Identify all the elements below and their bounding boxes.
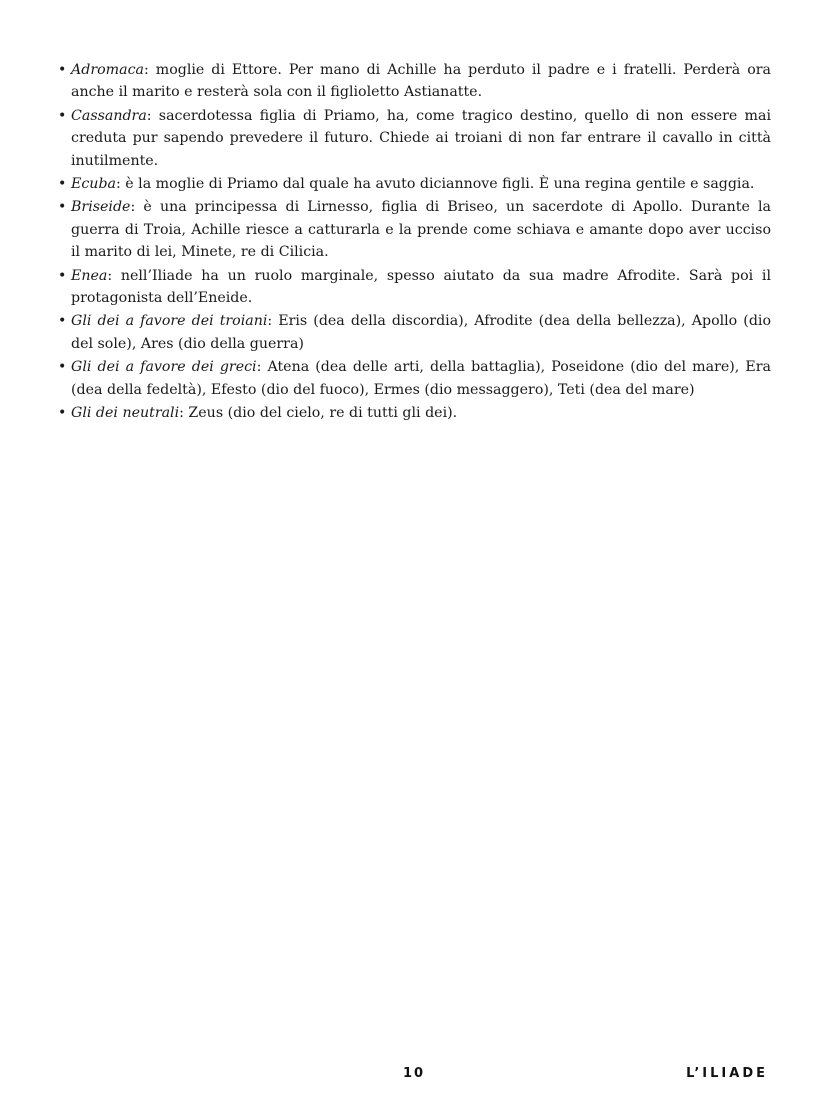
list-item-term: Briseide: [71, 199, 131, 216]
list-item: [58, 402, 771, 424]
document-body: [58, 59, 771, 426]
list-item-text: : Atena (dea delle arti, della battaglia), Poseidone (dio del mare), Era (dea della fedeltà), Efesto (dio del fuoco), Ermes (dio messaggero), Teti (dea del mare): [71, 359, 771, 398]
list-item-term: Gli dei neutrali: [71, 405, 180, 422]
list-item-term: Gli dei a favore dei greci: [71, 359, 257, 376]
list-item-term: Ecuba: [71, 176, 116, 193]
list-item-term: Enea: [71, 267, 108, 284]
list-item: [58, 173, 771, 195]
list-item-text: : è la moglie di Priamo dal quale ha avuto diciannove figli. È una regina gentile e saggia.: [115, 176, 755, 193]
character-list: [58, 59, 771, 425]
list-item: [58, 59, 771, 104]
list-item: [58, 105, 771, 172]
list-item: [58, 196, 771, 263]
list-item: [58, 265, 771, 310]
list-item-text: : è una principessa di Lirnesso, figlia di Briseo, un sacerdote di Apollo. Durante la guerra di Troia, Achille riesce a catturarla e la prende come schiava e amante dopo aver ucciso il marito di lei, Minete, re di Cilicia.: [71, 199, 771, 261]
list-item: [58, 356, 771, 401]
list-item-text: : moglie di Ettore. Per mano di Achille ha perduto il padre e i fratelli. Perderà ora anche il marito e resterà sola con il figlioletto Astianatte.: [71, 62, 771, 101]
running-footer-title: L’ILIADE: [686, 1066, 768, 1081]
list-item-term: Cassandra: [71, 107, 147, 124]
list-item-text: : Eris (dea della discordia), Afrodite (dea della bellezza), Apollo (dio del sole), Ares (dio della guerra): [71, 313, 771, 352]
list-item-text: : Zeus (dio del cielo, re di tutti gli dei).: [179, 405, 458, 422]
list-item-term: Gli dei a favore dei troiani: [71, 313, 268, 330]
list-item: [58, 310, 771, 355]
list-item-term: Adromaca: [71, 62, 144, 78]
page-number: 10: [402, 1066, 426, 1081]
list-item-text: : nell’Iliade ha un ruolo marginale, spesso aiutato da sua madre Afrodite. Sarà poi il protagonista dell’Eneide.: [71, 267, 771, 307]
list-item-text: : sacerdotessa figlia di Priamo, ha, come tragico destino, quello di non essere mai creduta pur sapendo prevedere il futuro. Chiede ai troiani di non far entrare il cavallo in città inutilmente.: [71, 107, 771, 169]
